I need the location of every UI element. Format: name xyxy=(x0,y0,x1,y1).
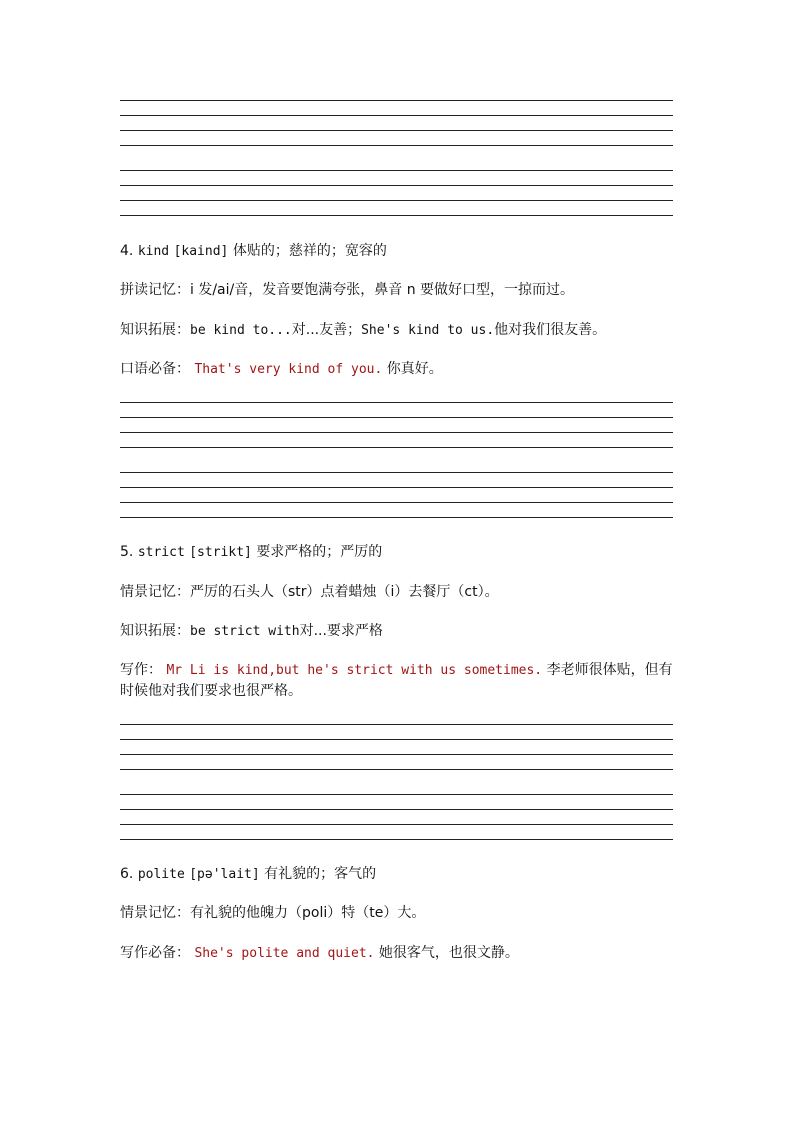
writing-line xyxy=(120,130,673,131)
oral-cn: 你真好。 xyxy=(386,361,443,377)
knowledge-ext-kind xyxy=(120,320,673,341)
entry-number: 6. xyxy=(120,866,134,882)
knowledge-phrase-cn: 对...友善； xyxy=(291,322,362,338)
writing-line xyxy=(120,839,673,840)
knowledge-ext-strict xyxy=(120,621,673,642)
entry-phonetic: [pə'lait] xyxy=(189,867,260,882)
writing-line xyxy=(120,170,673,171)
writing-line xyxy=(120,517,673,518)
writing-line xyxy=(120,145,673,146)
writing-line xyxy=(120,794,673,795)
writing-line xyxy=(120,502,673,503)
writing-line xyxy=(120,185,673,186)
knowledge-phrase-cn: 对...要求严格 xyxy=(299,623,383,639)
writing-line xyxy=(120,754,673,755)
writing-label: 写作： xyxy=(120,662,162,678)
writing-line xyxy=(120,472,673,473)
writing-line xyxy=(120,809,673,810)
entry-word: kind xyxy=(137,244,170,259)
writing-line xyxy=(120,824,673,825)
writing-line xyxy=(120,432,673,433)
entry-meaning: 有礼貌的；客气的 xyxy=(264,866,377,882)
entry-heading-polite xyxy=(120,864,673,885)
writing-line xyxy=(120,215,673,216)
knowledge-label: 知识拓展： xyxy=(120,322,190,338)
writing-line xyxy=(120,402,673,403)
scene-text: 严厉的石头人（str）点着蜡烛（i）去餐厅（ct）。 xyxy=(190,584,499,600)
knowledge-label: 知识拓展： xyxy=(120,623,190,639)
entry-heading-strict xyxy=(120,542,673,563)
entry-meaning: 要求严格的；严厉的 xyxy=(256,544,383,560)
entry-word: strict xyxy=(137,545,185,560)
writing-essential-polite xyxy=(120,943,673,964)
writing-line xyxy=(120,417,673,418)
writing-line xyxy=(120,100,673,101)
entry-meaning: 体贴的；慈祥的；宽容的 xyxy=(232,243,387,259)
writing-line xyxy=(120,487,673,488)
knowledge-example-cn: 他对我们很友善。 xyxy=(494,322,607,338)
knowledge-example: She's kind to us. xyxy=(361,323,495,338)
writing-line xyxy=(120,115,673,116)
writing-line xyxy=(120,447,673,448)
writing-line xyxy=(120,200,673,201)
writing-cn: 她很客气，也很文静。 xyxy=(378,945,519,961)
spelling-memory-kind xyxy=(120,280,673,300)
knowledge-phrase: be strict with xyxy=(190,624,300,639)
writing-cn: 李老师很体贴，但有时候他对我们要求也很严格。 xyxy=(120,662,673,699)
scene-memory-strict xyxy=(120,582,673,602)
scene-memory-polite xyxy=(120,903,673,923)
writing-label: 写作必备： xyxy=(120,945,190,961)
writing-strict xyxy=(120,660,673,701)
oral-essential-kind xyxy=(120,359,673,380)
entry-word: polite xyxy=(137,867,185,882)
oral-sentence: That's very kind of you. xyxy=(194,362,383,377)
oral-label: 口语必备： xyxy=(120,361,190,377)
writing-line xyxy=(120,769,673,770)
scene-label: 情景记忆： xyxy=(120,584,190,600)
scene-label: 情景记忆： xyxy=(120,905,190,921)
spelling-label: 拼读记忆： xyxy=(120,282,190,298)
writing-line xyxy=(120,739,673,740)
knowledge-phrase: be kind to... xyxy=(190,323,292,338)
writing-line xyxy=(120,724,673,725)
entry-phonetic: [kaind] xyxy=(173,244,229,259)
writing-sentence: Mr Li is kind,but he's strict with us sometimes. xyxy=(166,663,543,678)
entry-number: 5. xyxy=(120,544,134,560)
entry-heading-kind xyxy=(120,241,673,262)
entry-phonetic: [strikt] xyxy=(189,545,252,560)
entry-number: 4. xyxy=(120,243,134,259)
scene-text: 有礼貌的他魄力（poli）特（te）大。 xyxy=(190,905,426,921)
spelling-text: i 发/ai/音，发音要饱满夸张，鼻音 n 要做好口型，一掠而过。 xyxy=(190,282,575,298)
writing-sentence: She's polite and quiet. xyxy=(194,946,375,961)
